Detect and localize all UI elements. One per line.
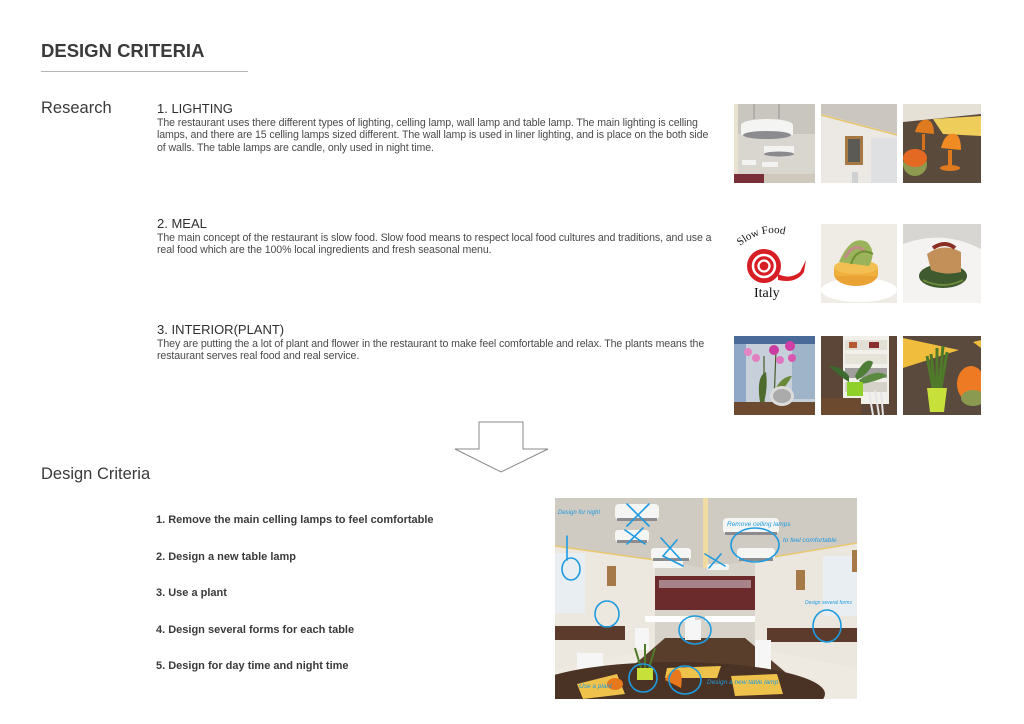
criteria-list	[156, 513, 434, 696]
annotation-remove-ceiling: Remove celling lamps	[727, 521, 791, 528]
annotation-feel-comfortable: to feel comfortable	[783, 537, 837, 544]
research-heading: 3. INTERIOR(PLANT)	[157, 322, 285, 337]
research-label: Research	[41, 99, 112, 117]
down-arrow-icon	[453, 420, 551, 476]
research-heading: 2. MEAL	[157, 216, 207, 231]
slow-food-italy-logo	[734, 224, 815, 303]
orchid-photo	[734, 336, 815, 415]
title-divider	[41, 71, 248, 72]
fish-dish-photo	[903, 224, 981, 303]
wall-lamp-photo	[821, 104, 897, 183]
criteria-item: 2. Design a new table lamp	[156, 550, 296, 563]
ceiling-lamps-photo	[734, 104, 815, 183]
research-body: They are putting the a lot of plant and flower in the restaurant to make feel comfortable and relax. The plants means the restaurant serves real food and real service.	[157, 338, 705, 363]
research-item-lighting	[157, 102, 717, 154]
criteria-item: 4. Design several forms for each table	[156, 623, 355, 636]
research-heading: 1. LIGHTING	[157, 101, 233, 116]
design-criteria-label: Design Criteria	[41, 465, 151, 483]
research-item-interior	[157, 323, 717, 363]
research-body: The restaurant uses there different types of lighting, celling lamp, wall lamp and table lamp. The main lighting is celling lamps, and there are 15 celling lamps sized different. The wall lamp is used in liner lighting, and is place on the both side of walls. The table lamps are candle, only used in night time.	[157, 117, 709, 154]
annotation-design-for-night: Design for night	[558, 510, 601, 516]
potted-plant-photo	[903, 336, 981, 415]
table-lamp-candle-photo	[903, 104, 981, 183]
logo-top-text: Slow Food	[734, 224, 787, 249]
polenta-dish-photo	[821, 224, 897, 303]
research-item-meal	[157, 217, 717, 257]
criteria-item: 5. Design for day time and night time	[156, 660, 349, 672]
shelf-plant-photo	[821, 336, 897, 415]
criteria-item: 3. Use a plant	[156, 587, 227, 599]
annotation-new-table-lamp: Design a new table lamp	[707, 679, 779, 686]
annotated-restaurant-photo	[555, 498, 857, 699]
page-title: DESIGN CRITERIA	[41, 40, 205, 61]
annotation-several-forms: Design several forms	[805, 600, 852, 606]
annotation-use-plant: Use a plant	[579, 683, 612, 690]
logo-bottom-text: Italy	[754, 286, 780, 301]
criteria-item: 1. Remove the main celling lamps to feel comfortable	[156, 514, 434, 526]
research-body: The main concept of the restaurant is slow food. Slow food means to respect local food cultures and traditions, and use a real food which are the 100% local ingredients and fresh seasonal menu.	[157, 232, 712, 257]
